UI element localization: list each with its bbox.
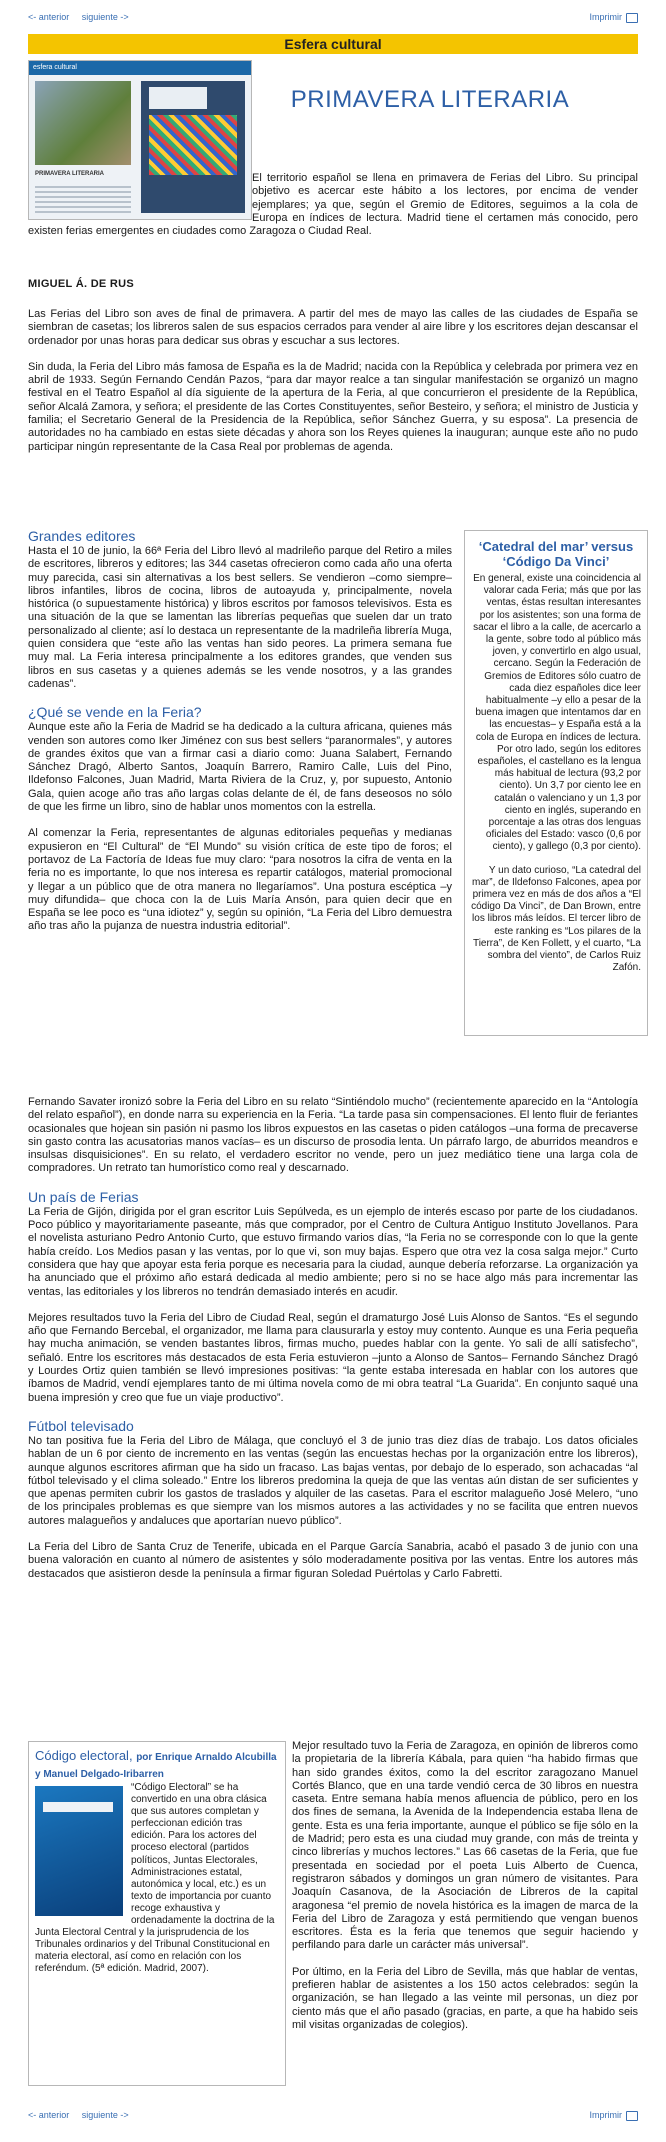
sidebar-paragraph-2: Y un dato curioso, “La catedral del mar”, de Ildefonso Falcones, apea por primera vez en más de dos años a “El código Da Vinci”, de Dan Brown, entre los libros más leídos. El tercer libro de este ranking es “Los pilares de la Tierra”, de Ken Follett, y el cuarto, “La sombra del viento”, de Carlos Ruiz Zafón.: [471, 864, 641, 974]
main-left-column: [28, 528, 452, 947]
book-byline: por Enrique Arnaldo Alcubilla y Manuel Delgado-Iribarren: [35, 1752, 277, 1780]
thumbnail-photo: [35, 81, 131, 165]
top-nav: [28, 12, 638, 28]
paragraph-5: Al comenzar la Feria, representantes de algunas editoriales pequeñas y medianas expusieron en “El Cultural” de “El Mundo” su visión crítica de este tipo de foros; el portavoz de La Factoría de Ideas fue muy claro: “para nosotros la cifra de venta en la feria no es importante, lo que nos interesa es repartir catálogos, material promocional y llegar a un público que de otra manera no llegaríamos”. Una postura escéptica –y muy difundida– que choca con la de Luis María Ansón, para quien decir que en España se lee poco es “una idiotez” y, según su opinión, “La Feria del Libro demuestra año tras año la pujanza de nuestra industria editorial”.: [28, 827, 452, 933]
heading-futbol-televisado: Fútbol televisado: [28, 1417, 134, 1434]
print-link[interactable]: [590, 12, 639, 23]
main-middle: [28, 1096, 638, 1594]
main-right-bottom: [292, 1740, 638, 2045]
paragraph-8: Mejores resultados tuvo la Feria del Libro de Ciudad Real, según el dramaturgo José Luis Alonso de Santos. “Es el segundo año que Fernando Bercebal, el organizador, me llama para clausurarla y estoy muy contento. Aunque es una Feria pequeña hay mucha animación, se venden bastantes libros, firmas mucho, puedes hablar con la gente. Yo sali de allí satisfecho”, señaló. Entre los escritores más destacados de esta Feria estuvieron –junto a Alonso de Santos– Fernando Sánchez Dragó y Lourdes Ortiz quien también se llevó impresiones positivas: “la gente estaba interesada en hablar con los autores que íbamos de Madrid, vendí ejemplares tanto de mi última novela como de mi obra teatral “La Guarida”. En conjunto saqué una buena impresión y creo que fue un viaje productivo”.: [28, 1311, 638, 1404]
print-label[interactable]: Imprimir: [589, 12, 622, 22]
paragraph-12: Por último, en la Feria del Libro de Sevilla, más que hablar de ventas, prefieren hablar de asistentes a los 150 actos celebrados: según la organización, se han llegado a las veinte mil personas, un diez por ciento más que el año pasado (gracias, en parte, a que ha habido seis mil visitas organizadas de colegios).: [292, 1965, 638, 2031]
paragraph-9: No tan positiva fue la Feria del Libro de Málaga, que concluyó el 3 de junio tras diez días de trabajo. Los datos oficiales hablan de un 6 por ciento de incremento en las ventas (según las encuestas hechas por la organización entre los libreros), aunque algunos escritores afirman que ha sido un fracaso. Las bajas ventas, por debajo de lo esperado, son achacadas “al fútbol televisado y el clima soleado.” Entre los libreros predomina la queja de que las ventas aún distan de ser suficientes y que apenas permiten cubrir los gastos de traslados y alquiler de las casetas. Para el escritor malagueño José Melero, “uno de los principales problemas es que siempre van los mismos autores a las actividades y no se facilita que entren nuevos autores malagueños y andaluces que aportarían nuevo público”.: [28, 1434, 638, 1527]
book-title-line: [35, 1748, 279, 1782]
sidebar-title: ‘Catedral del mar’ versus ‘Código Da Vinci’: [478, 539, 634, 569]
main-top: [28, 308, 638, 467]
section-title: Esfera cultural: [28, 34, 638, 54]
sidebar-paragraph-1: En general, existe una coincidencia al valorar cada Feria; más que por las ventas, éstas resultan interesantes por los asistentes; son una forma de sacar el libro a la calle, de acercarlo a la gente, sobre todo al público más joven, y convertirlo en algo usual, cercano. Según la Federación de Gremios de Editores sólo cuatro de cada diez españoles dice leer habitualmente –y ello a pesar de la buena imagen que intentamos dar en las encuestas– y España está a la cola de Europa en índices de lectura. Por otro lado, según los editores españoles, el castellano es la lengua más habitual de lectura (93,2 por ciento). Un 3,7 por ciento lee en catalán o valenciano y un 1,3 por ciento en inglés, superando en porcentaje a las otras dos lenguas oficiales del Estado: vasco (0,6 por ciento), y gallego (0,3 por ciento).: [473, 573, 641, 853]
prev-link[interactable]: <- anterior: [28, 12, 70, 22]
bottom-print-label[interactable]: Imprimir: [589, 2110, 622, 2120]
thumbnail-title: PRIMAVERA LITERARIA: [35, 171, 104, 177]
paragraph-1: Las Ferias del Libro son aves de final de primavera. A partir del mes de mayo las calles de las ciudades de España se siembran de casetas; los libreros salen de sus espacios cerrados para vender al aire libre y los escritores dejan descansar el ordenador por unas horas para dedicar sus obras y escuchar a sus lectores.: [28, 308, 638, 347]
thumbnail-header: esfera cultural: [29, 61, 251, 75]
paragraph-6: Fernando Savater ironizó sobre la Feria del Libro en su relato “Sintiéndolo mucho” (recientemente aparecido en la “Antología del relato español”), en donde narra su experiencia en la Feria. “La tarde pasa sin compensaciones. El lento fluir de feriantes ocasionales que hojean sin pasión ni pasmo los libros expuestos en las casetas o piden catálogos –una forma de precaverse sin gasto contra las acusatorias manos vacías– es un discurso de prosodia lenta. Un párrafo largo, de aburridos meandros e insulsas disquisiciones”. En su relato, el verdadero escritor no vende, pero un juez mediático tiene una larga cola de compradores. Un retrato tan humorístico como real y descarnado.: [28, 1096, 638, 1175]
book-cover: [35, 1786, 123, 1916]
bottom-print-link[interactable]: [590, 2110, 639, 2121]
author: MIGUEL Á. DE RUS: [28, 278, 135, 290]
book-box: [28, 1741, 286, 2086]
bottom-prev-link[interactable]: <- anterior: [28, 2110, 70, 2120]
bottom-next-link[interactable]: siguiente ->: [81, 2110, 129, 2120]
next-link[interactable]: siguiente ->: [81, 12, 129, 22]
intro-text: El territorio español se llena en primavera de Ferias del Libro. Su principal objetivo es acercar este hábito a los lectores, por encima de vender ejemplares; ya que, según el Gremio de Editores, seguimos a la cola de Europa en índices de lectura. Madrid tiene el certamen más conocido, pero existen ferias emergentes en ciudades como Zaragoza o Ciudad Real.: [28, 172, 638, 238]
printer-icon[interactable]: [626, 13, 638, 23]
article-title: PRIMAVERA LITERARIA: [290, 86, 570, 113]
heading-grandes-editores: Grandes editores: [28, 528, 136, 544]
book-text: “Código Electoral” se ha convertido en una obra clásica que sus autores completan y perfeccionan edición tras edición. Para los actores del proceso electoral (partidos políticos, Juntas Electorales, Administraciones estatal, autonómica y local, etc.) es un texto de importancia por cuanto recoge exhaustiva y ordenadamente la doctrina de la Junta Electoral Central y la jurisprudencia de los Tribunales ordinarios y del Tribunal Constitucional en materia electoral, así como en relación con los referéndum. (5ª edición. Madrid, 2007).: [35, 1782, 275, 1975]
sidebar-box: [464, 530, 648, 1036]
paragraph-7: La Feria de Gijón, dirigida por el gran escritor Luis Sepúlveda, es un ejemplo de interés escaso por parte de los ciudadanos. Poco público y mayoritariamente paseante, más que comprador, por el Centro de Cultura Antiguo Instituto Jovellanos. Para el novelista asturiano Pedro Antonio Curto, que estuvo firmando varios días, “la Feria no se corresponde con lo que la gente había creído. Los Medios pasan y las ventas, por lo que vi, son muy bajas. Espero que otra vez la cosa salga mejor.” Curto considera que hay que apoyar esta feria porque es necesaria para la ciudad, aunque debería reforzarse. La organización ya ha anunciado que el próximo año estará dedicada al medio ambiente; pero si no se hace algo más para incrementar las ventas, las editoriales y los libreros no tendrán demasiado interés en acudir.: [28, 1205, 638, 1298]
heading-que-se-vende: ¿Qué se vende en la Feria?: [28, 704, 202, 721]
bottom-nav: [28, 2110, 638, 2126]
paragraph-10: La Feria del Libro de Santa Cruz de Tenerife, ubicada en el Parque García Sanabria, acabó el pasado 3 de junio con una buena valoración en cuanto al número de asistentes y sólo moderadamente positiva por las ventas. Entre los autores más destacados que asistieron desde la península a firmar figuran Soledad Puértolas y Carlo Fabretti.: [28, 1541, 638, 1580]
paragraph-3: Hasta el 10 de junio, la 66ª Feria del Libro llevó al madrileño parque del Retiro a miles de escritores, libreros y editores; las 344 casetas ofrecieron como cada año una oferta muy parecida, casi sin alternativas a los best sellers. Se vendieron –como siempre– libros infantiles, libros de cocina, libros de autoayuda y, principalmente, novela histórica (o supuestamente histórica) y libros escritos por famosos televisivos. Esta es una situación de la que se lamentan las librerías pequeñas que suelen dar un trato personalizado al cliente; así lo destaca un representante de la madrileña librería Muga, quien considera que “este año las ventas han sido peores. La primera semana fue muy mal. La Feria interesa principalmente a los editores grandes, que venden sus libros en sus casetas y a quienes además se les vende nosotros, y a las grandes cadenas”.: [28, 545, 452, 690]
book-title: Código electoral,: [35, 1748, 133, 1763]
intro: [28, 172, 638, 238]
paragraph-2: Sin duda, la Feria del Libro más famosa de España es la de Madrid; nacida con la República y celebrada por primera vez en abril de 1933. Según Fernando Cendán Pazos, “para dar mayor realce a tan singular manifestación se organizó un magno festival en el Teatro Español al día siguiente de la apertura de la Feria, al que concurrieron el presidente de la República, señor Alcalá Zamora, y señora; el presidente de las Cortes Constituyentes, señor Besteiro, y señora; el ministro de Justicia y familia; el Secretario General de la Presidencia de la República, señor Sánchez Guerra, y su esposa”. La presencia de autoridades no ha cambiado en estas siete décadas y ahora son los Reyes quienes la inauguran; aunque este año no pudo participar ningún representante de la Casa Real por problemas de agenda.: [28, 360, 638, 453]
bottom-printer-icon[interactable]: [626, 2111, 638, 2121]
paragraph-11: Mejor resultado tuvo la Feria de Zaragoza, en opinión de libreros como la propietaria de la librería Kábala, para quien “ha habido firmas que han sido grandes éxitos, como la del escritor zaragozano Manuel Cortés Blanco, que en una tarde vendió cerca de 30 libros en nuestra caseta. Entre semana había menos afluencia de público, pero en los dos fines de semana, la Avenida de la Independencia estaba llena de gente. Esta es una feria importante, aunque el público se fije sólo en la de Madrid; pero esta es una ciudad muy grande, con más de treinta y cinco librerías y muchos lectores.” Las 66 casetas de la Feria, que fue presentada en sociedad por el poeta Luis Alberto de Cuenca, registraron sábados y domingos un gran número de visitantes. Para Joaquín Casanova, de la Asociación de Libreros de la capital aragonesa “el premio de novela histórica es la imagen de marca de la Feria del Libro de Zaragoza y está permitiendo que vengan buenos escritores. Ésta es la feria que tenemos que seguir haciendo y perfilando para darle un carácter más universal”.: [292, 1740, 638, 1952]
heading-un-pais-de-ferias: Un país de Ferias: [28, 1188, 139, 1205]
paragraph-4: Aunque este año la Feria de Madrid se ha dedicado a la cultura africana, quienes más venden son autores como Iker Jiménez con sus best sellers “paranormales”, y autores de grandes éxitos que van a firmar casi a diario como: Juana Salabert, Fernando Sánchez Dragó, Alberto Santos, Joaquín Barrero, Ramiro Calle, Luis del Pino, Ildefonso Falcones, Juan Madrid, Marta Riviera de la Cruz, y, por supuesto, Antonio Gala, quien acoge año tras año largas colas delante de él, de fans deseosos no sólo de que les firme un libro, sino de hablar unos momentos con la estrella.: [28, 721, 452, 814]
